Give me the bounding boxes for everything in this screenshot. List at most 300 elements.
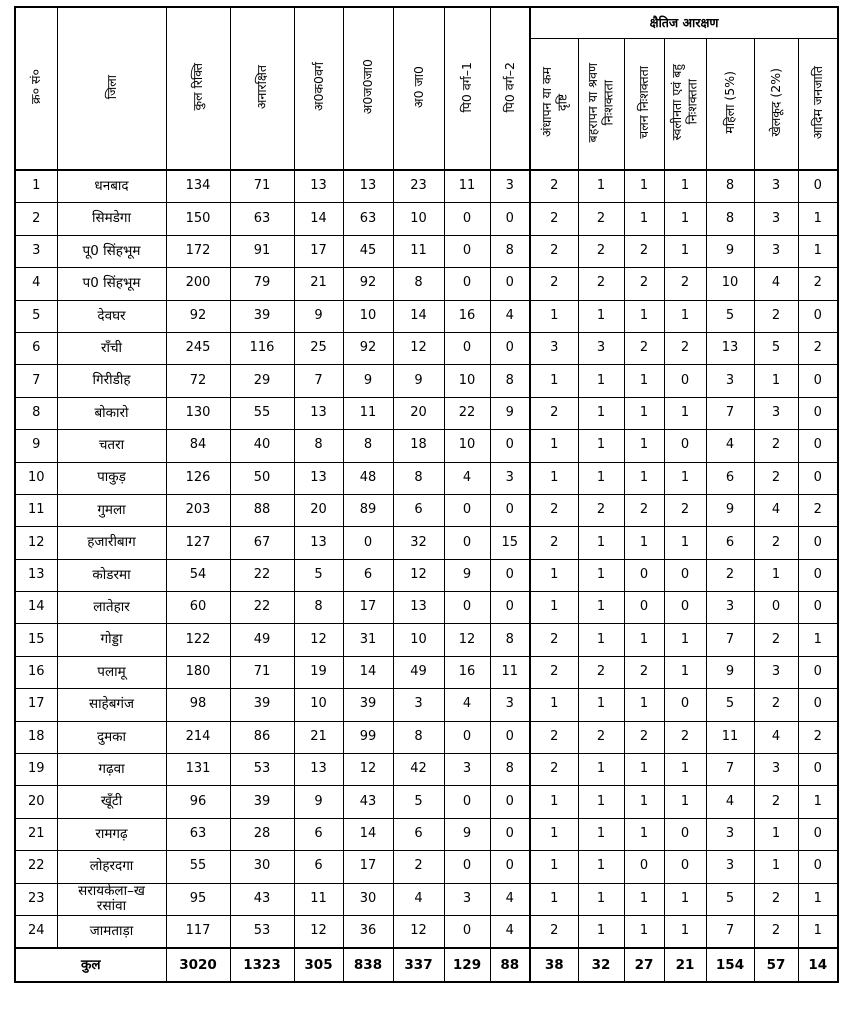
value-cell: 5 <box>754 332 798 364</box>
value-cell: 4 <box>490 883 530 915</box>
district-cell: राँची <box>57 332 166 364</box>
value-cell: 1 <box>664 203 706 235</box>
table-row <box>15 235 838 267</box>
value-cell: 6 <box>706 527 754 559</box>
value-cell: 1 <box>754 559 798 591</box>
value-cell: 2 <box>754 915 798 948</box>
total-cell: 1323 <box>230 948 294 982</box>
value-cell: 1 <box>798 786 838 818</box>
value-cell: 117 <box>166 915 230 948</box>
value-cell: 2 <box>754 462 798 494</box>
table-row <box>15 592 838 624</box>
value-cell: 5 <box>706 883 754 915</box>
value-cell: 42 <box>393 754 444 786</box>
value-cell: 1 <box>530 462 578 494</box>
value-cell: 8 <box>343 430 393 462</box>
value-cell: 0 <box>798 300 838 332</box>
value-cell: 4 <box>444 462 490 494</box>
serial-cell: 9 <box>15 430 57 462</box>
value-cell: 1 <box>664 754 706 786</box>
value-cell: 39 <box>343 689 393 721</box>
value-cell: 1 <box>624 754 664 786</box>
value-cell: 0 <box>798 818 838 850</box>
value-cell: 10 <box>393 203 444 235</box>
value-cell: 2 <box>706 559 754 591</box>
value-cell: 0 <box>798 559 838 591</box>
district-cell: धनबाद <box>57 170 166 203</box>
value-cell: 4 <box>754 721 798 753</box>
district-cell: चतरा <box>57 430 166 462</box>
table-row <box>15 883 838 915</box>
value-cell: 1 <box>578 397 624 429</box>
serial-cell: 12 <box>15 527 57 559</box>
value-cell: 0 <box>444 851 490 883</box>
value-cell: 1 <box>664 624 706 656</box>
value-cell: 2 <box>624 235 664 267</box>
table-row <box>15 365 838 397</box>
value-cell: 2 <box>578 494 624 526</box>
value-cell: 89 <box>343 494 393 526</box>
table-body <box>15 170 838 948</box>
serial-cell: 5 <box>15 300 57 332</box>
value-cell: 4 <box>754 494 798 526</box>
value-cell: 134 <box>166 170 230 203</box>
value-cell: 23 <box>393 170 444 203</box>
value-cell: 0 <box>754 592 798 624</box>
value-cell: 0 <box>444 721 490 753</box>
serial-cell: 24 <box>15 915 57 948</box>
value-cell: 1 <box>578 851 624 883</box>
value-cell: 0 <box>624 851 664 883</box>
value-cell: 0 <box>798 170 838 203</box>
value-cell: 1 <box>530 883 578 915</box>
total-cell: 38 <box>530 948 578 982</box>
value-cell: 0 <box>664 559 706 591</box>
value-cell: 3 <box>444 754 490 786</box>
value-cell: 2 <box>530 170 578 203</box>
value-cell: 9 <box>706 494 754 526</box>
value-cell: 71 <box>230 656 294 688</box>
value-cell: 8 <box>294 592 343 624</box>
district-cell: सरायकेला–ख रसांवा <box>57 883 166 915</box>
table-row <box>15 786 838 818</box>
value-cell: 11 <box>444 170 490 203</box>
serial-cell: 21 <box>15 818 57 850</box>
value-cell: 1 <box>530 851 578 883</box>
value-cell: 2 <box>664 268 706 300</box>
district-cell: लातेहार <box>57 592 166 624</box>
table-row <box>15 624 838 656</box>
total-cell: 838 <box>343 948 393 982</box>
serial-cell: 4 <box>15 268 57 300</box>
value-cell: 2 <box>530 656 578 688</box>
value-cell: 95 <box>166 883 230 915</box>
value-cell: 2 <box>578 721 624 753</box>
value-cell: 10 <box>393 624 444 656</box>
value-cell: 2 <box>530 527 578 559</box>
value-cell: 2 <box>754 689 798 721</box>
value-cell: 1 <box>624 397 664 429</box>
serial-cell: 19 <box>15 754 57 786</box>
value-cell: 1 <box>754 851 798 883</box>
value-cell: 0 <box>490 332 530 364</box>
value-cell: 3 <box>393 689 444 721</box>
value-cell: 4 <box>706 430 754 462</box>
value-cell: 7 <box>706 754 754 786</box>
value-cell: 1 <box>530 365 578 397</box>
value-cell: 2 <box>624 494 664 526</box>
district-cell: बोकारो <box>57 397 166 429</box>
value-cell: 0 <box>490 818 530 850</box>
serial-cell: 20 <box>15 786 57 818</box>
value-cell: 9 <box>444 559 490 591</box>
value-cell: 9 <box>294 786 343 818</box>
value-cell: 3 <box>530 332 578 364</box>
value-cell: 3 <box>578 332 624 364</box>
value-cell: 1 <box>530 786 578 818</box>
value-cell: 13 <box>706 332 754 364</box>
vacancy-table-sheet <box>14 6 839 983</box>
value-cell: 0 <box>444 235 490 267</box>
value-cell: 8 <box>393 268 444 300</box>
value-cell: 3 <box>706 818 754 850</box>
header-unreserved: अनारक्षित <box>230 7 294 170</box>
table-row <box>15 494 838 526</box>
serial-cell: 3 <box>15 235 57 267</box>
table-row <box>15 203 838 235</box>
value-cell: 54 <box>166 559 230 591</box>
district-cell: गिरीडीह <box>57 365 166 397</box>
value-cell: 0 <box>798 430 838 462</box>
value-cell: 1 <box>578 462 624 494</box>
value-cell: 1 <box>578 915 624 948</box>
district-cell: गुमला <box>57 494 166 526</box>
value-cell: 8 <box>490 235 530 267</box>
value-cell: 1 <box>624 527 664 559</box>
value-cell: 0 <box>490 592 530 624</box>
value-cell: 0 <box>490 430 530 462</box>
value-cell: 10 <box>343 300 393 332</box>
table-row <box>15 915 838 948</box>
value-cell: 17 <box>294 235 343 267</box>
value-cell: 0 <box>444 592 490 624</box>
value-cell: 1 <box>624 624 664 656</box>
value-cell: 16 <box>444 656 490 688</box>
value-cell: 0 <box>664 818 706 850</box>
value-cell: 2 <box>754 624 798 656</box>
district-cell: कोडरमा <box>57 559 166 591</box>
value-cell: 6 <box>343 559 393 591</box>
value-cell: 40 <box>230 430 294 462</box>
value-cell: 1 <box>664 786 706 818</box>
value-cell: 1 <box>578 527 624 559</box>
value-cell: 0 <box>490 721 530 753</box>
value-cell: 0 <box>490 851 530 883</box>
value-cell: 3 <box>754 235 798 267</box>
serial-cell: 13 <box>15 559 57 591</box>
value-cell: 2 <box>530 721 578 753</box>
value-cell: 14 <box>393 300 444 332</box>
value-cell: 92 <box>166 300 230 332</box>
value-cell: 13 <box>294 754 343 786</box>
value-cell: 8 <box>393 462 444 494</box>
value-cell: 92 <box>343 268 393 300</box>
table-footer <box>15 948 838 982</box>
value-cell: 6 <box>393 818 444 850</box>
value-cell: 36 <box>343 915 393 948</box>
value-cell: 2 <box>530 624 578 656</box>
value-cell: 29 <box>230 365 294 397</box>
value-cell: 3 <box>706 365 754 397</box>
value-cell: 32 <box>393 527 444 559</box>
value-cell: 13 <box>343 170 393 203</box>
value-cell: 3 <box>754 397 798 429</box>
value-cell: 3 <box>490 170 530 203</box>
value-cell: 200 <box>166 268 230 300</box>
value-cell: 1 <box>578 624 624 656</box>
value-cell: 0 <box>444 268 490 300</box>
value-cell: 55 <box>166 851 230 883</box>
value-cell: 16 <box>444 300 490 332</box>
value-cell: 1 <box>530 300 578 332</box>
value-cell: 53 <box>230 754 294 786</box>
value-cell: 15 <box>490 527 530 559</box>
value-cell: 2 <box>754 300 798 332</box>
district-cell: पलामू <box>57 656 166 688</box>
value-cell: 2 <box>530 235 578 267</box>
value-cell: 13 <box>294 170 343 203</box>
value-cell: 1 <box>578 786 624 818</box>
value-cell: 116 <box>230 332 294 364</box>
value-cell: 0 <box>798 462 838 494</box>
value-cell: 98 <box>166 689 230 721</box>
header-bc2: पि0 वर्ग–2 <box>490 7 530 170</box>
value-cell: 1 <box>664 170 706 203</box>
value-cell: 1 <box>624 883 664 915</box>
value-cell: 2 <box>624 656 664 688</box>
value-cell: 4 <box>444 689 490 721</box>
table-row <box>15 689 838 721</box>
table-row <box>15 721 838 753</box>
total-cell: 14 <box>798 948 838 982</box>
value-cell: 30 <box>343 883 393 915</box>
header-deafness: बहरापन या श्रवण निःशक्तता <box>578 39 624 171</box>
value-cell: 0 <box>444 786 490 818</box>
value-cell: 7 <box>294 365 343 397</box>
value-cell: 0 <box>444 915 490 948</box>
value-cell: 0 <box>798 397 838 429</box>
value-cell: 1 <box>664 883 706 915</box>
serial-cell: 8 <box>15 397 57 429</box>
total-cell: 154 <box>706 948 754 982</box>
serial-cell: 6 <box>15 332 57 364</box>
value-cell: 12 <box>393 915 444 948</box>
value-cell: 0 <box>444 332 490 364</box>
value-cell: 11 <box>706 721 754 753</box>
value-cell: 12 <box>393 332 444 364</box>
value-cell: 8 <box>294 430 343 462</box>
value-cell: 12 <box>444 624 490 656</box>
value-cell: 1 <box>578 430 624 462</box>
value-cell: 0 <box>490 203 530 235</box>
value-cell: 4 <box>490 300 530 332</box>
value-cell: 8 <box>490 365 530 397</box>
serial-cell: 16 <box>15 656 57 688</box>
value-cell: 3 <box>754 656 798 688</box>
value-cell: 12 <box>294 915 343 948</box>
value-cell: 3 <box>754 170 798 203</box>
district-cell: देवघर <box>57 300 166 332</box>
table-row <box>15 170 838 203</box>
value-cell: 1 <box>578 883 624 915</box>
value-cell: 28 <box>230 818 294 850</box>
value-cell: 6 <box>706 462 754 494</box>
value-cell: 50 <box>230 462 294 494</box>
value-cell: 0 <box>664 689 706 721</box>
serial-cell: 15 <box>15 624 57 656</box>
value-cell: 130 <box>166 397 230 429</box>
total-cell: 57 <box>754 948 798 982</box>
value-cell: 0 <box>798 851 838 883</box>
value-cell: 12 <box>294 624 343 656</box>
value-cell: 1 <box>798 203 838 235</box>
total-cell: 32 <box>578 948 624 982</box>
value-cell: 67 <box>230 527 294 559</box>
total-row <box>15 948 838 982</box>
table-row <box>15 527 838 559</box>
value-cell: 8 <box>706 203 754 235</box>
value-cell: 1 <box>578 818 624 850</box>
value-cell: 1 <box>664 656 706 688</box>
value-cell: 3 <box>754 203 798 235</box>
table-row <box>15 430 838 462</box>
district-cell: लोहरदगा <box>57 851 166 883</box>
value-cell: 9 <box>343 365 393 397</box>
district-cell: साहेबगंज <box>57 689 166 721</box>
value-cell: 11 <box>343 397 393 429</box>
value-cell: 245 <box>166 332 230 364</box>
value-cell: 1 <box>578 592 624 624</box>
value-cell: 84 <box>166 430 230 462</box>
value-cell: 2 <box>530 268 578 300</box>
value-cell: 2 <box>530 203 578 235</box>
value-cell: 2 <box>754 786 798 818</box>
total-cell: 129 <box>444 948 490 982</box>
value-cell: 0 <box>798 754 838 786</box>
total-label: कुल <box>15 948 166 982</box>
serial-cell: 18 <box>15 721 57 753</box>
total-cell: 21 <box>664 948 706 982</box>
value-cell: 1 <box>578 300 624 332</box>
header-horizontal-reservation: क्षैतिज आरक्षण <box>530 7 838 39</box>
value-cell: 5 <box>706 689 754 721</box>
value-cell: 1 <box>578 559 624 591</box>
header-sports: खेलकूद (2%) <box>754 39 798 171</box>
table-row <box>15 818 838 850</box>
value-cell: 12 <box>393 559 444 591</box>
value-cell: 9 <box>294 300 343 332</box>
value-cell: 0 <box>798 592 838 624</box>
value-cell: 203 <box>166 494 230 526</box>
value-cell: 2 <box>664 494 706 526</box>
value-cell: 96 <box>166 786 230 818</box>
value-cell: 48 <box>343 462 393 494</box>
value-cell: 0 <box>490 559 530 591</box>
header-bc1: पि0 वर्ग–1 <box>444 7 490 170</box>
serial-cell: 22 <box>15 851 57 883</box>
value-cell: 0 <box>624 592 664 624</box>
value-cell: 2 <box>664 721 706 753</box>
value-cell: 1 <box>624 430 664 462</box>
district-cell: रामगढ़ <box>57 818 166 850</box>
value-cell: 22 <box>444 397 490 429</box>
total-cell: 337 <box>393 948 444 982</box>
value-cell: 43 <box>230 883 294 915</box>
value-cell: 0 <box>624 559 664 591</box>
value-cell: 1 <box>624 818 664 850</box>
value-cell: 8 <box>706 170 754 203</box>
value-cell: 0 <box>490 268 530 300</box>
value-cell: 3 <box>490 689 530 721</box>
value-cell: 11 <box>393 235 444 267</box>
value-cell: 1 <box>624 462 664 494</box>
value-cell: 2 <box>754 883 798 915</box>
table-row <box>15 268 838 300</box>
value-cell: 19 <box>294 656 343 688</box>
value-cell: 14 <box>294 203 343 235</box>
value-cell: 4 <box>490 915 530 948</box>
value-cell: 31 <box>343 624 393 656</box>
serial-cell: 11 <box>15 494 57 526</box>
district-cell: पाकुड़ <box>57 462 166 494</box>
value-cell: 21 <box>294 268 343 300</box>
value-cell: 12 <box>343 754 393 786</box>
value-cell: 14 <box>343 818 393 850</box>
table-row <box>15 754 838 786</box>
value-cell: 1 <box>798 624 838 656</box>
value-cell: 127 <box>166 527 230 559</box>
serial-cell: 23 <box>15 883 57 915</box>
table-row <box>15 559 838 591</box>
header-blindness: अंधापन या कम दृष्टि <box>530 39 578 171</box>
value-cell: 1 <box>624 300 664 332</box>
value-cell: 1 <box>664 300 706 332</box>
value-cell: 91 <box>230 235 294 267</box>
value-cell: 39 <box>230 689 294 721</box>
value-cell: 9 <box>393 365 444 397</box>
value-cell: 1 <box>798 883 838 915</box>
value-cell: 0 <box>664 430 706 462</box>
value-cell: 3 <box>754 754 798 786</box>
value-cell: 13 <box>294 527 343 559</box>
value-cell: 1 <box>530 559 578 591</box>
header-sc: अ0क0वर्ग <box>294 7 343 170</box>
value-cell: 17 <box>343 592 393 624</box>
value-cell: 1 <box>754 818 798 850</box>
value-cell: 21 <box>294 721 343 753</box>
header-district: जिला <box>57 7 166 170</box>
value-cell: 214 <box>166 721 230 753</box>
table-row <box>15 332 838 364</box>
value-cell: 0 <box>798 689 838 721</box>
value-cell: 55 <box>230 397 294 429</box>
value-cell: 11 <box>490 656 530 688</box>
total-cell: 88 <box>490 948 530 982</box>
value-cell: 7 <box>706 915 754 948</box>
value-cell: 0 <box>798 365 838 397</box>
value-cell: 2 <box>530 397 578 429</box>
value-cell: 92 <box>343 332 393 364</box>
